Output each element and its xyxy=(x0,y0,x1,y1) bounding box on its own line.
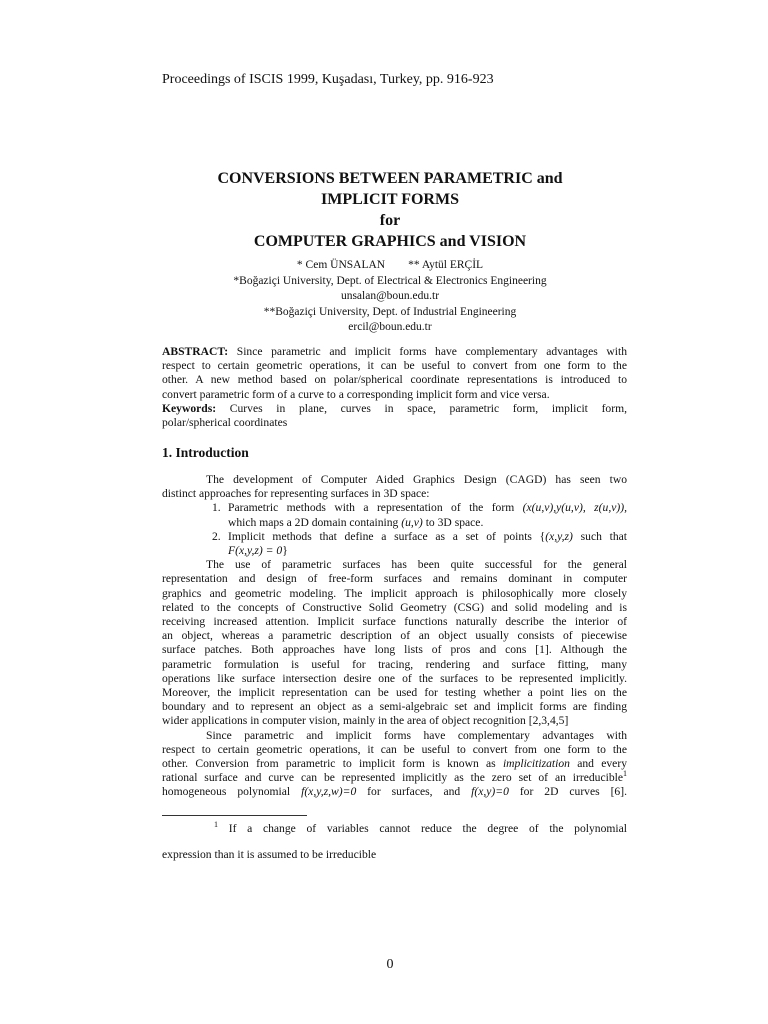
footnote-reference: 1 xyxy=(623,769,627,779)
paragraph-text: homogeneous polynomial xyxy=(162,785,302,799)
list-text: which maps a 2D domain containing xyxy=(228,515,402,529)
keywords-label: Keywords: xyxy=(162,402,217,415)
paragraph-line: boundary and to represent an object as a semi-algebraic set and implicit forms are finding xyxy=(162,700,627,714)
footnote-text: If a change of variables cannot reduce the degree of the polynomial xyxy=(228,822,627,835)
paragraph-line: an object, whereas a parametric description of an object usually consists of piecewise xyxy=(162,629,627,643)
paragraph-line: Moreover, the implicit representation can be used for testing whether a point lies on the xyxy=(162,686,627,700)
paragraph-line: respect to certain geometric operations, it can be useful to convert from one form to the xyxy=(162,742,627,756)
paragraph-text: for 2D curves [6]. xyxy=(508,785,627,799)
introduction-body xyxy=(162,473,627,800)
list-text: Implicit methods that define a surface as a set of points { xyxy=(228,529,546,543)
keywords xyxy=(162,402,627,430)
abstract-label: ABSTRACT: xyxy=(162,345,229,358)
paragraph-line: parametric formulation is useful for tracing, rendering and surface fitting, many xyxy=(162,657,627,671)
paragraph-line: receiving increased attention. Implicit surface functions naturally describe the interior of xyxy=(162,615,627,629)
formula: (x(u,v),y(u,v), z(u,v)), xyxy=(522,501,627,515)
author-names: * Cem ÜNSALAN ** Aytül ERÇİL xyxy=(296,259,484,271)
formula: F(x,y,z) = 0 xyxy=(228,544,283,558)
footnote-divider xyxy=(162,815,307,816)
proceedings-header: Proceedings of ISCIS 1999, Kuşadası, Turkey, pp. 916-923 xyxy=(162,72,494,87)
list-number: 2. xyxy=(212,529,221,543)
footnote-text: expression than it is assumed to be irreducible xyxy=(162,848,377,861)
section-heading: 1. Introduction xyxy=(162,445,249,460)
title-line: for xyxy=(379,212,401,229)
paragraph-text: other. Conversion from parametric to implicit form is known as xyxy=(162,757,503,771)
title-line: IMPLICIT FORMS xyxy=(321,191,459,208)
keywords-text: Curves in plane, curves in space, parametric form, implicit form, xyxy=(229,402,628,415)
paragraph-line: representation and design of free-form surfaces and remains dominant in computer xyxy=(162,572,627,586)
list-text: to 3D space. xyxy=(422,515,484,529)
list-item xyxy=(162,530,627,558)
paragraph-line: distinct approaches for representing surfaces in 3D space: xyxy=(162,487,430,501)
page-number: 0 xyxy=(386,957,394,972)
abstract-text: Since parametric and implicit forms have complementary advantages with xyxy=(236,345,627,358)
keywords-text: polar/spherical coordinates xyxy=(162,416,288,430)
author-affiliation: *Boğaziçi University, Dept. of Electrical & Electronics Engineering xyxy=(233,274,547,287)
author-email: unsalan@boun.edu.tr xyxy=(340,290,440,302)
formula: (u,v) xyxy=(401,515,423,529)
paragraph-text: for surfaces, and xyxy=(356,785,472,799)
abstract-text: convert parametric form of a curve to a corresponding implicit form and vice versa. xyxy=(162,387,550,401)
paragraph-line: The development of Computer Aided Graphics Design (CAGD) has seen two xyxy=(206,473,627,486)
list-text: } xyxy=(282,544,288,558)
formula: (x,y,z) xyxy=(545,529,573,543)
author-email: ercil@boun.edu.tr xyxy=(348,321,432,333)
paragraph-line xyxy=(162,757,627,771)
footnote xyxy=(162,822,627,862)
paragraph-text: rational surface and curve can be represented implicitly as the zero set of an irreducible xyxy=(162,771,623,785)
paragraph-line xyxy=(162,785,627,799)
title-line: COMPUTER GRAPHICS and VISION xyxy=(253,233,527,250)
paper-title xyxy=(120,168,660,252)
paragraph-line xyxy=(162,771,627,785)
abstract-text: respect to certain geometric operations, it can be useful to convert from one form to the xyxy=(162,359,627,373)
emphasis-term: implicitization xyxy=(502,757,570,771)
footnote-mark: 1 xyxy=(214,820,218,829)
formula: f(x,y)=0 xyxy=(471,785,509,799)
paragraph-line: surface patches. Both approaches have long lists of pros and cons [1]. Although the xyxy=(162,643,627,657)
author-affiliation: **Boğaziçi University, Dept. of Industrial Engineering xyxy=(263,305,517,318)
list-text: Parametric methods with a representation of the form xyxy=(228,501,523,515)
list-item xyxy=(162,501,627,529)
paragraph-line: Since parametric and implicit forms have complementary advantages with xyxy=(206,728,627,742)
list-text: such that xyxy=(572,529,627,543)
paragraph-line: graphics and geometric modeling. The implicit approach is philosophically more closely xyxy=(162,586,627,600)
formula: f(x,y,z,w)=0 xyxy=(301,785,357,799)
paragraph-line: operations like surface intersection desire one of the surfaces to be represented implicitly. xyxy=(162,671,627,685)
abstract-text: other. A new method based on polar/spherical coordinate representations is introduced to xyxy=(162,373,627,387)
paragraph-line: related to the concepts of Constructive Solid Geometry (CSG) and solid modeling and is xyxy=(162,600,627,614)
title-line: CONVERSIONS BETWEEN PARAMETRIC and xyxy=(217,170,563,187)
paragraph-line: The use of parametric surfaces has been quite successful for the general xyxy=(206,558,627,572)
paragraph-text: and every xyxy=(569,757,627,771)
author-block xyxy=(120,258,660,336)
list-number: 1. xyxy=(212,501,221,515)
abstract xyxy=(162,345,627,402)
paragraph-line: wider applications in computer vision, mainly in the area of object recognition [2,3,4,5] xyxy=(162,714,569,728)
